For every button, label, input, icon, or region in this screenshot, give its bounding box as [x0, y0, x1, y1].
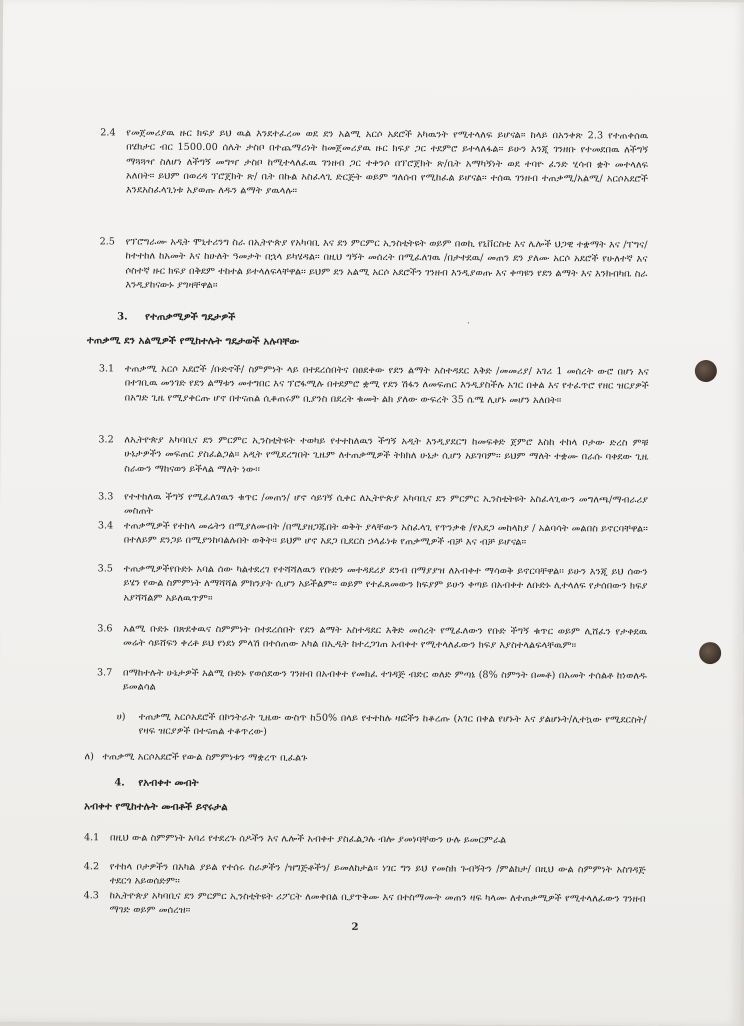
item-number: 3.5 [97, 563, 113, 575]
item-number: 3.4 [97, 520, 114, 532]
item-number: 4.2 [83, 861, 100, 873]
item-number: 3.3 [98, 491, 114, 503]
paragraph-3-7: በማከተሉት ሁኔታዎች አልሚ ቡድኑ የወሰደውን ገንዘብ በአብቀተ የመክፈ ተገዳጅ ብድር ወለድ ምጣኔ (8% ስምንት በመቶ) በአመት ተሰልቶ ከነወለዱ ይመልሳል [122, 667, 648, 693]
item-number: 2.4 [100, 127, 116, 139]
punch-hole [699, 642, 721, 664]
paragraph-4-2: የተከላ ቦታዎችን በአካል ያይል የተሰሩ ስራዎችን /ዝግጅቶችን/ ይመለከታል፡፡ ነገር ግን ይህ የመስክ ጉብኝትን /ምልከታ/ በዚህ ውል ስምምነት አስገዳጅ ተደርጎ አይወሰድም፡፡ [109, 861, 646, 888]
paragraph-4-3: ከኢትዮጵያ አካባቢና ደን ምርምር ኢንስቲትዩት ሪፖርት ለመቀበል ቢያጥቅሙ እና በተስማሙት መጠን ዛፍ ካላሙ ለተጠቃሚዎች የሚተላለፈውን ገንዘብ ማገድ ወይም መሰረዝ፡፡ [109, 890, 646, 917]
paragraph-2-5: የፕሮግራሙ አዲት ሞኒተሪንግ ስራ በኢትዮጵያ የአካባቢ እና ደን ምርምር ኢንስቲትዩት ወይም በወኪ የኒቨርስቲ እና ሌሎች ህጋዊ ተቋማት እና /ፐግና/ ከተተከለ ከአመት እና ከሁለት ዓመታት በኋላ ይካሄዳል፡፡ በዚህ ግኝት መሰረት በሚፈለገዉ /በታተደዉ/ መጠን ደን ያለሙ አርሶ አደሮች የሁለተኛ እና ሶስተኛ ዙር ክፍያ በቅደም ተከተል ይተላለፍላቸዋል፡፡ ይህም ደን አልሚ አርሶ አደሮችን ገንዘብ እንዲያወጡ እና ቀጣዩን የደን ልማት እና እንክብካቤ ስራ እንዲያከናውኑ ያግዛቸዋል፡፡ [125, 236, 648, 291]
section-4-heading: አብቀተ የሚከተሉት መብቶች ይኖሩታል [84, 801, 228, 814]
punch-hole [695, 360, 717, 382]
item-number: 4.3 [83, 890, 99, 902]
item-number: 3.7 [96, 667, 113, 679]
item-number: 2.5 [99, 236, 115, 248]
sub-item-marker: ሀ) [116, 711, 126, 723]
paragraph-3-5: ተጠቃሚዎችየቡድኑ አባል ሰው ካልተደረገ የተሻሻለዉን የቡድን መተዳደሪያ ደንብ በማያያዝ ለአብቀተ ማሳወቅ ይኖርባቸዋል፡፡ ይሁን እንጂ ይህ ሰውን ይሄን የውል ስምምነት ለማሻሻል ምክንያት ሲሆን አይችልም፡፡ ወይም የተፈጸመውን ክፍያም ይሁን ቀጣይ በአብቀተ ለቡድኑ ሊተላለፍ የታሰበውን ክፍያ አያሻሻልም አይለዉጥም፡፡ [123, 563, 648, 604]
item-number: 4.1 [83, 832, 100, 844]
section-number: 4. [114, 777, 125, 789]
paragraph-3-6: አልሚ ቡድኑ በጽደቀዉና ስምምነት በተደረሰበት የደን ልማት አስተዳደር እቅድ መሰረት የሚፈለውን የቡድ ችግኝ ቁጥር ወይም ሊሸፈን የታቀደዉ መሬት ሳይሸፍን ቀረቶ ይህ የነደነ ምላሽ በተሰጠው አካል በኢዲት ከተረጋገጠ አብቀተ የሚተላለፈውን ክፍያ እያስተላልፍላቸዉም፡፡ [123, 623, 648, 652]
section-3-heading: ተጠቃሚ ደን አልሚዎች የሚከተሉት ግዴታወች አሉባቸው [87, 335, 300, 348]
stray-mark: · [467, 318, 470, 328]
sub-item-marker: ለ) [84, 751, 94, 763]
item-number: 3.6 [97, 623, 113, 635]
sub-item-a: ተጠቃሚ አርሶአደሮች በኮንትራት ጊዜው ውስጥ ከ50% በላይ የተተከሉ ዛፎችን ከቆረጡ (አገር በቀል የሆኑት እና ያልሆኑት/ሊተኳው የሚደርስት/ የዛፍ ዝርያዎች በተናጠል ተቆጥረው) [138, 711, 647, 738]
section-number: 3. [117, 311, 128, 323]
page-number: 2 [351, 921, 359, 933]
paragraph-3-4: ተጠቃሚዎች የተከላ መሬትን በሚያለሙበት /በሚያዘጋጁበት ወቅት ያላቸውን አስፈላጊ የጥንቃቄ /የአደጋ መከላከያ / አልባሳት መልበስ ይኖርባቸዋል፡፡ በተለይም ደንጋይ በሚያንከባልሉበት ወቅት፡፡ ይህም ሆኖ አደጋ ቢደርስ ኃላፊነቱ የጠቃሚዎች ብቻ እና ብቻ ይሆናል፡፡ [123, 520, 648, 549]
paragraph-3-3: የተተከለዉ ችግኝ የሚፈለገዉን ቁጥር /መጠን/ ሆኖ ሳይገኝ ሲቀር ለኢትዮጵያ አካባቢና ደን ምርምር ኢንስቲትዩት አስፈላጊውን መግለጫ/ማብራሪያ መስጠት [123, 491, 649, 517]
section-title-4: የአብቀተ መብት [138, 777, 199, 789]
paragraph-2-4: የመጀመሪያዉ ዙር ክፍያ ይህ ዉል እንደተፈረመ ወደ ደን አልሚ አርሶ አደሮች አካዉንት የሚተላለፍ ይሆናል፡፡ ከላይ በአንቀጽ 2.3 የተጠቀሰዉ በሄክታር ብር 1500.00 ሰሌት ታስቦ በተጨማሪነት ከመጀመሪያዉ ዙር ክፍያ ጋር ተደምሮ ይተላለፋል፡፡ ይሁን እንጂ ገንዘቡ የተመደበዉ ለችግኝ ማጓጓዣ ስለሆነ ለችግኝ መግዣ ታስቦ ከሚተላለፈዉ ገንዘብ ጋር ተቀንሶ በፕሮጀክት ጽ/ቤት አማካኝነት ወደ ተባዮ ፈንድ ሂሳብ ቋት መተላለፍ አለበት፡፡ ይህም በወረዳ ፕሮጀክት ጽ/ ቤት በኩል አስፈላጊ ድርጅት ወይም ግለሰብ የሚከፈል ይሆናል፡፡ ተሰዉ ገንዘብ ተጠቃሚ/አልሚ/ አርሶአደሮች እንደአስፈላጊነቱ አያወጡ ለዱን ልማት ያዉላሉ፡፡ [125, 127, 649, 197]
item-number: 3.1 [98, 363, 115, 375]
paragraph-4-1: በዚህ ውል ስምምነት አባሪ የተደረጉ ሰዶችን እና ሌሎች አብቀተ ያስፈልጋሉ ብሎ ያመነባቸውን ሁሉ ይመርምራል [109, 832, 507, 846]
sub-item-b: ተጠቃሚ አርሶአደሮች የውል ስምምነቱን ማቋረጥ ቢፈልጉ [102, 751, 308, 764]
paragraph-3-1: ተጠቃሚ አርሶ አደሮች /ቡድኖች/ ስምምነት ላይ በተደረሰበትና በፀደቀው የደን ልማት አስተዳደር እቅድ /መመሪያ/ አገሪ 1 መሰረት ውሮ በሆነ እና በተገቢዉ መንገድ የደን ልማቱን መተግበር እና ፕሮፋሚሉ በተደምሮ ቋሚ የደን ሽፋን ለመፍጠር እንዲያስችሉ አገር በቀል እና የተፈጥሮ የዘር ዝርያዎች በአግድ ጊዜ የሚያቀርጡ ሆኖ በተናጠል ሲቆጠሩም ቢያንስ በደረት ቁመት ልክ ያለው ውፍረት 35 ሴሜ ሊሆኑ መሆን አለበት፡፡ [124, 363, 649, 406]
section-title-3: የተጠቃሚዎች ግዴታዎች [145, 311, 236, 324]
item-number: 3.2 [98, 434, 114, 446]
paragraph-3-2: ለኢትዮጵያ አካባቢና ደን ምርምር ኢንስቲትዩት ተወካይ የተተከለዉን ችግኝ አዲት እንዲያደርግ ከመፍቀድ ጀምሮ እስከ ተከላ ቦታው ድረስ ምቹ ሁኔታዎችን መፍጠር ያስፈልጋል፡፡ አዲት የሚደረግበት ጊዜም ለተጠቃሚዎች ትክክለ ሁኔታ ሲሆን አይገባም፡፡ ይህም ማለት ተቋሙ በራሱ ባቀደው ጊዜ ስራውን ማከናወን ይችላል ማለት ነው፡፡ [124, 434, 649, 475]
